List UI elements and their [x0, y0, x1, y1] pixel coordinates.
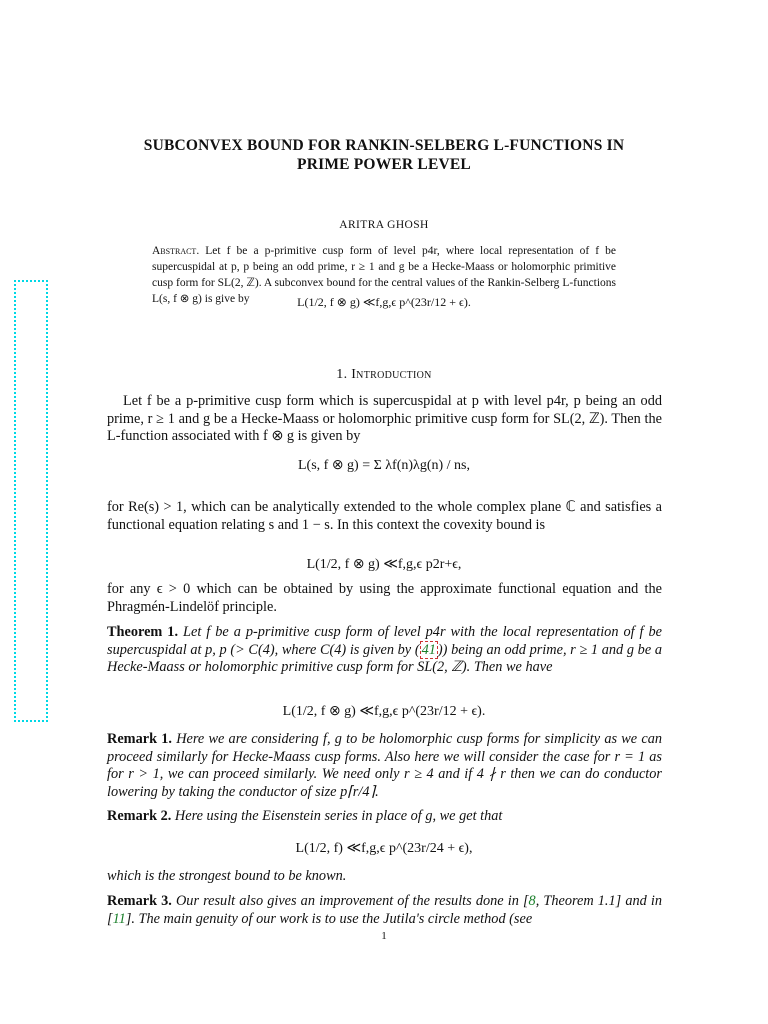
remark-2-formula: L(1/2, f) ≪f,g,ϵ p^(23r/24 + ϵ), [295, 841, 473, 856]
theorem-text-b: )) being an odd prime, r ≥ 1 and g be a Hecke-Maass or holomorphic primitive cusp form for SL(2, ℤ). Then we have [107, 641, 662, 675]
page-number: 1 [381, 930, 387, 942]
intro-formula-2: L(1/2, f ⊗ g) ≪f,g,ϵ p2r+ϵ, [306, 557, 462, 572]
remark-2 [107, 808, 662, 826]
remark-3-text-c: ]. The main genuity of our work is to use the Jutila's circle method (see [125, 910, 533, 927]
remark-3-text-a: Our result also gives an improvement of the results done in [ [175, 893, 529, 909]
abstract-text: Let f be a p-primitive cusp form of level p4r, where local representation of f be supercuspidal at p, p being an odd prime, r ≥ 1 and g be a Hecke-Maass or holomorphic primitive cusp form for SL(2, ℤ). A subconvex bound for the central values of the Rankin-Selberg L-functions L(s, f ⊗ g) is give by [152, 245, 616, 305]
title-line-1: SUBCONVEX BOUND FOR RANKIN-SELBERG L-FUNCTIONS IN [143, 137, 625, 154]
intro-paragraph-1: Let f be a p-primitive cusp form which is supercuspidal at p with level p4r, p being an odd prime, r ≥ 1 and g be a Hecke-Maass or holomorphic primitive cusp form for SL(2, ℤ). Then the L-function associated with f ⊗ g is given by [107, 393, 662, 444]
remark-2-label: Remark 2. [107, 808, 172, 824]
citation-link-8[interactable]: 8 [528, 893, 536, 909]
theorem-text-a: Let f be a p-primitive cusp form of level p4r with the local representation of f be supercuspidal at p, p (> C(4), where C(4) is given by ( [107, 624, 663, 658]
selection-frame [14, 280, 48, 722]
paper-title [80, 136, 688, 174]
section-number: 1. [336, 367, 348, 382]
theorem-label: Theorem 1. [107, 624, 179, 640]
equation-ref-link[interactable]: 41 [421, 641, 436, 658]
theorem-formula: L(1/2, f ⊗ g) ≪f,g,ϵ p^(23r/12 + ϵ). [282, 704, 486, 719]
remark-3 [107, 893, 662, 928]
intro-paragraph-3: for any ϵ > 0 which can be obtained by using the approximate functional equation and the Phragmén-Lindelöf principle. [107, 581, 662, 615]
theorem-1 [107, 624, 662, 677]
remark-3-text-b: , Theorem 1.1] and in [ [107, 893, 662, 927]
author-name: ARITRA GHOSH [339, 219, 429, 231]
title-line-2: PRIME POWER LEVEL [297, 156, 471, 173]
remark-3-label: Remark 3. [107, 893, 172, 909]
remark-2-after: which is the strongest bound to be known. [107, 868, 347, 884]
citation-link-11[interactable]: 11 [112, 910, 126, 927]
remark-1 [107, 731, 662, 801]
abstract-heading: Abstract. [152, 245, 200, 257]
remark-1-text: Here we are considering f, g to be holomorphic cusp forms for simplicity as we can proceed similarly for Hecke-Maass cusp forms. Also here we will consider the case for r = 1 as for r > 1, we can proceed similarly. We need only r ≥ 4 and if 4 ∤ r then we can do conductor lowering by taking the conductor of size p⌈r/4⌉. [107, 731, 662, 800]
section-title: Introduction [351, 367, 432, 382]
remark-2-text: Here using the Eisenstein series in place of g, we get that [174, 808, 503, 824]
intro-formula-1: L(s, f ⊗ g) = Σ λf(n)λg(n) / ns, [298, 458, 470, 473]
section-heading [0, 367, 768, 383]
intro-paragraph-2: for Re(s) > 1, which can be analytically extended to the whole complex plane ℂ and satisfies a functional equation relating s and 1 − s. In this context the covexity bound is [107, 499, 662, 533]
remark-1-label: Remark 1. [107, 731, 172, 747]
abstract-formula: L(1/2, f ⊗ g) ≪f,g,ϵ p^(23r/12 + ϵ). [297, 295, 471, 309]
